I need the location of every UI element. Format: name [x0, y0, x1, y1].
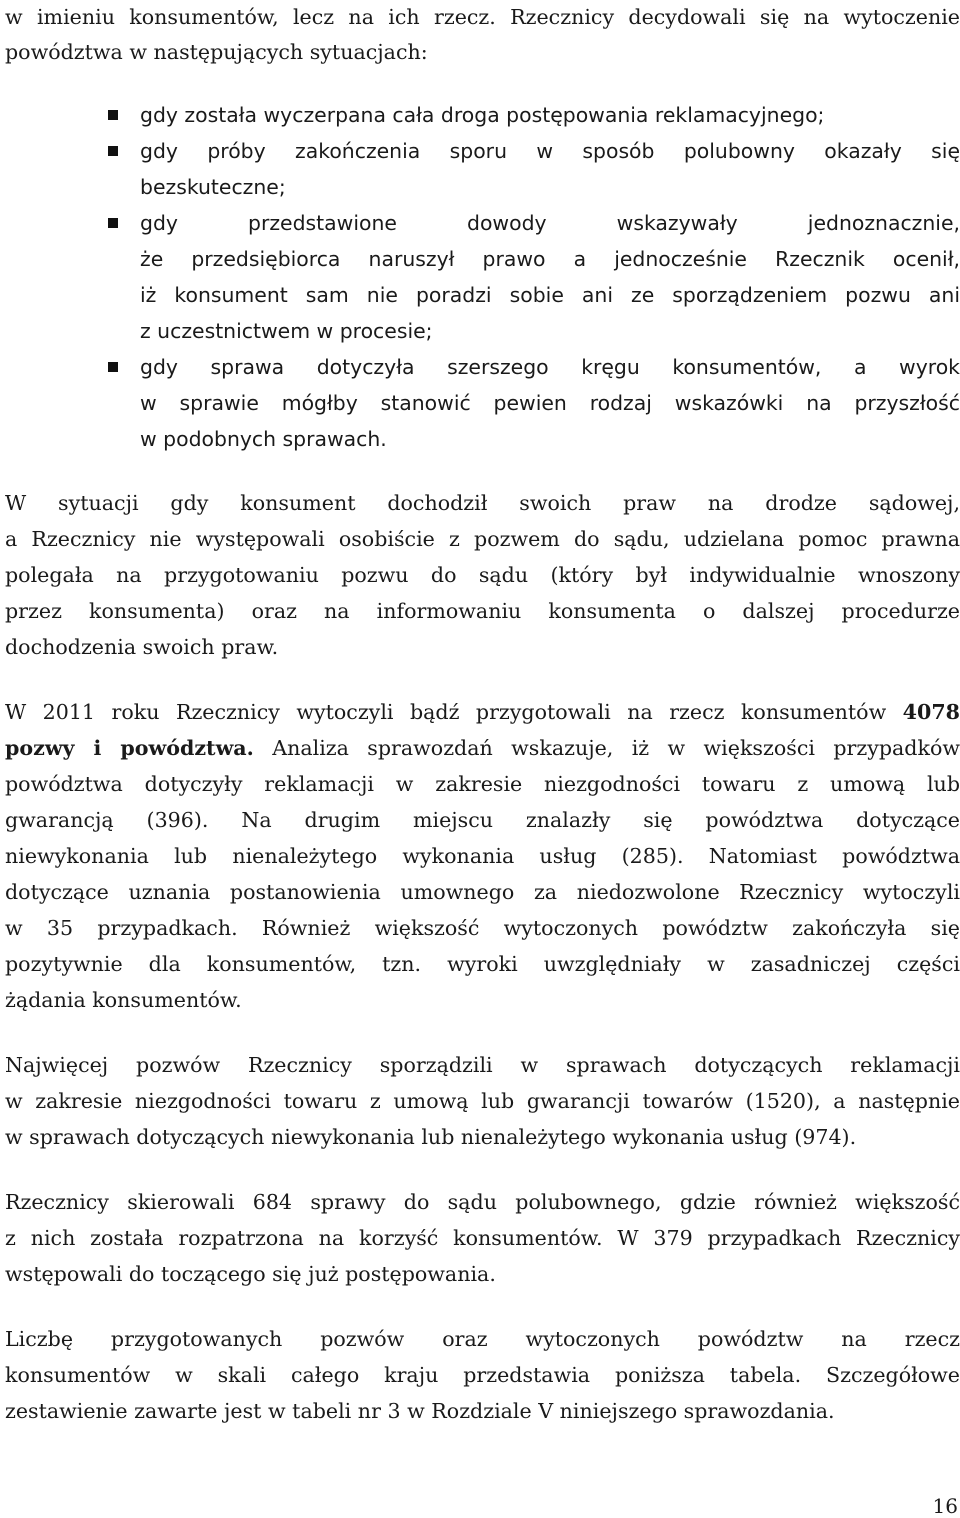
bullet-item-text: w sprawie mógłby stanowić pewien rodzaj wskazówki na przyszłość [140, 391, 960, 415]
intro-line: w imieniu konsumentów, lecz na ich rzecz. Rzecznicy decydowali się na wytoczenie [5, 5, 960, 29]
bullet-item-text: iż konsument sam nie poradzi sobie ani ze sporządzeniem pozwu ani [140, 283, 960, 307]
bullet-item-text: bezskuteczne; [140, 175, 286, 199]
paragraph-line: z nich została rozpatrzona na korzyść konsumentów. W 379 przypadkach Rzecznicy [5, 1226, 960, 1250]
paragraph-line: niewykonania lub nienależytego wykonania usług (285). Natomiast powództwa [5, 844, 960, 868]
paragraph-line: Najwięcej pozwów Rzecznicy sporządzili w sprawach dotyczących reklamacji [5, 1053, 960, 1077]
bullet-marker [108, 362, 118, 372]
bullet-marker [108, 146, 118, 156]
paragraph-text: Analiza sprawozdań wskazuje, iż w większości przypadków [253, 736, 960, 760]
bullet-marker [108, 110, 118, 120]
paragraph-line: Rzecznicy skierowali 684 sprawy do sądu polubownego, gdzie również większość [5, 1190, 960, 1214]
paragraph-line: a Rzecznicy nie występowali osobiście z pozwem do sądu, udzielana pomoc prawna [5, 527, 960, 551]
bullet-item-text: gdy sprawa dotyczyła szerszego kręgu konsumentów, a wyrok [140, 355, 960, 379]
paragraph-line: pozytywnie dla konsumentów, tzn. wyroki uwzględniały w zasadniczej części [5, 952, 960, 976]
paragraph-line: w zakresie niezgodności towaru z umową lub gwarancji towarów (1520), a następnie [5, 1089, 960, 1113]
paragraph-line: dochodzenia swoich praw. [5, 635, 279, 659]
paragraph-line: przez konsumenta) oraz na informowaniu konsumenta o dalszej procedurze [5, 599, 960, 623]
paragraph-line [5, 735, 960, 761]
highlight-count: 4078 [902, 700, 960, 724]
bullet-item-text: z uczestnictwem w procesie; [140, 319, 433, 343]
bullet-item-text: gdy próby zakończenia sporu w sposób polubowny okazały się [140, 139, 960, 163]
paragraph-line: dotyczące uznania postanowienia umownego za niedozwolone Rzecznicy wytoczyli [5, 880, 960, 904]
paragraph-line: W sytuacji gdy konsument dochodził swoich praw na drodze sądowej, [5, 491, 960, 515]
paragraph-line: wstępowali do toczącego się już postępowania. [5, 1262, 496, 1286]
bullet-marker [108, 218, 118, 228]
paragraph-line: zestawienie zawarte jest w tabeli nr 3 w Rozdziale V niniejszego sprawozdania. [5, 1399, 835, 1423]
paragraph-line: Liczbę przygotowanych pozwów oraz wytoczonych powództw na rzecz [5, 1327, 960, 1351]
paragraph-line: konsumentów w skali całego kraju przedstawia poniższa tabela. Szczegółowe [5, 1363, 960, 1387]
highlight-phrase: pozwy i powództwa. [5, 736, 254, 760]
bullet-item-text: że przedsiębiorca naruszył prawo a jednocześnie Rzecznik ocenił, [140, 247, 960, 271]
paragraph-text: W 2011 roku Rzecznicy wytoczyli bądź przygotowali na rzecz konsumentów [5, 700, 903, 724]
paragraph-line: w sprawach dotyczących niewykonania lub nienależytego wykonania usług (974). [5, 1125, 857, 1149]
bullet-item-text: gdy przedstawione dowody wskazywały jednoznacznie, [140, 211, 960, 235]
paragraph-line: żądania konsumentów. [5, 988, 242, 1012]
bullet-item-text: w podobnych sprawach. [140, 427, 387, 451]
intro-line: powództwa w następujących sytuacjach: [5, 40, 428, 64]
paragraph-line [5, 699, 960, 725]
bullet-item-text: gdy została wyczerpana cała droga postępowania reklamacyjnego; [140, 103, 825, 127]
paragraph-line: polegała na przygotowaniu pozwu do sądu (który był indywidualnie wnoszony [5, 563, 960, 587]
paragraph-line: w 35 przypadkach. Również większość wytoczonych powództw zakończyła się [5, 916, 960, 940]
paragraph-line: powództwa dotyczyły reklamacji w zakresie niezgodności towaru z umową lub [5, 772, 960, 796]
paragraph-line: gwarancją (396). Na drugim miejscu znalazły się powództwa dotyczące [5, 808, 960, 832]
page-number: 16 [932, 1494, 958, 1518]
